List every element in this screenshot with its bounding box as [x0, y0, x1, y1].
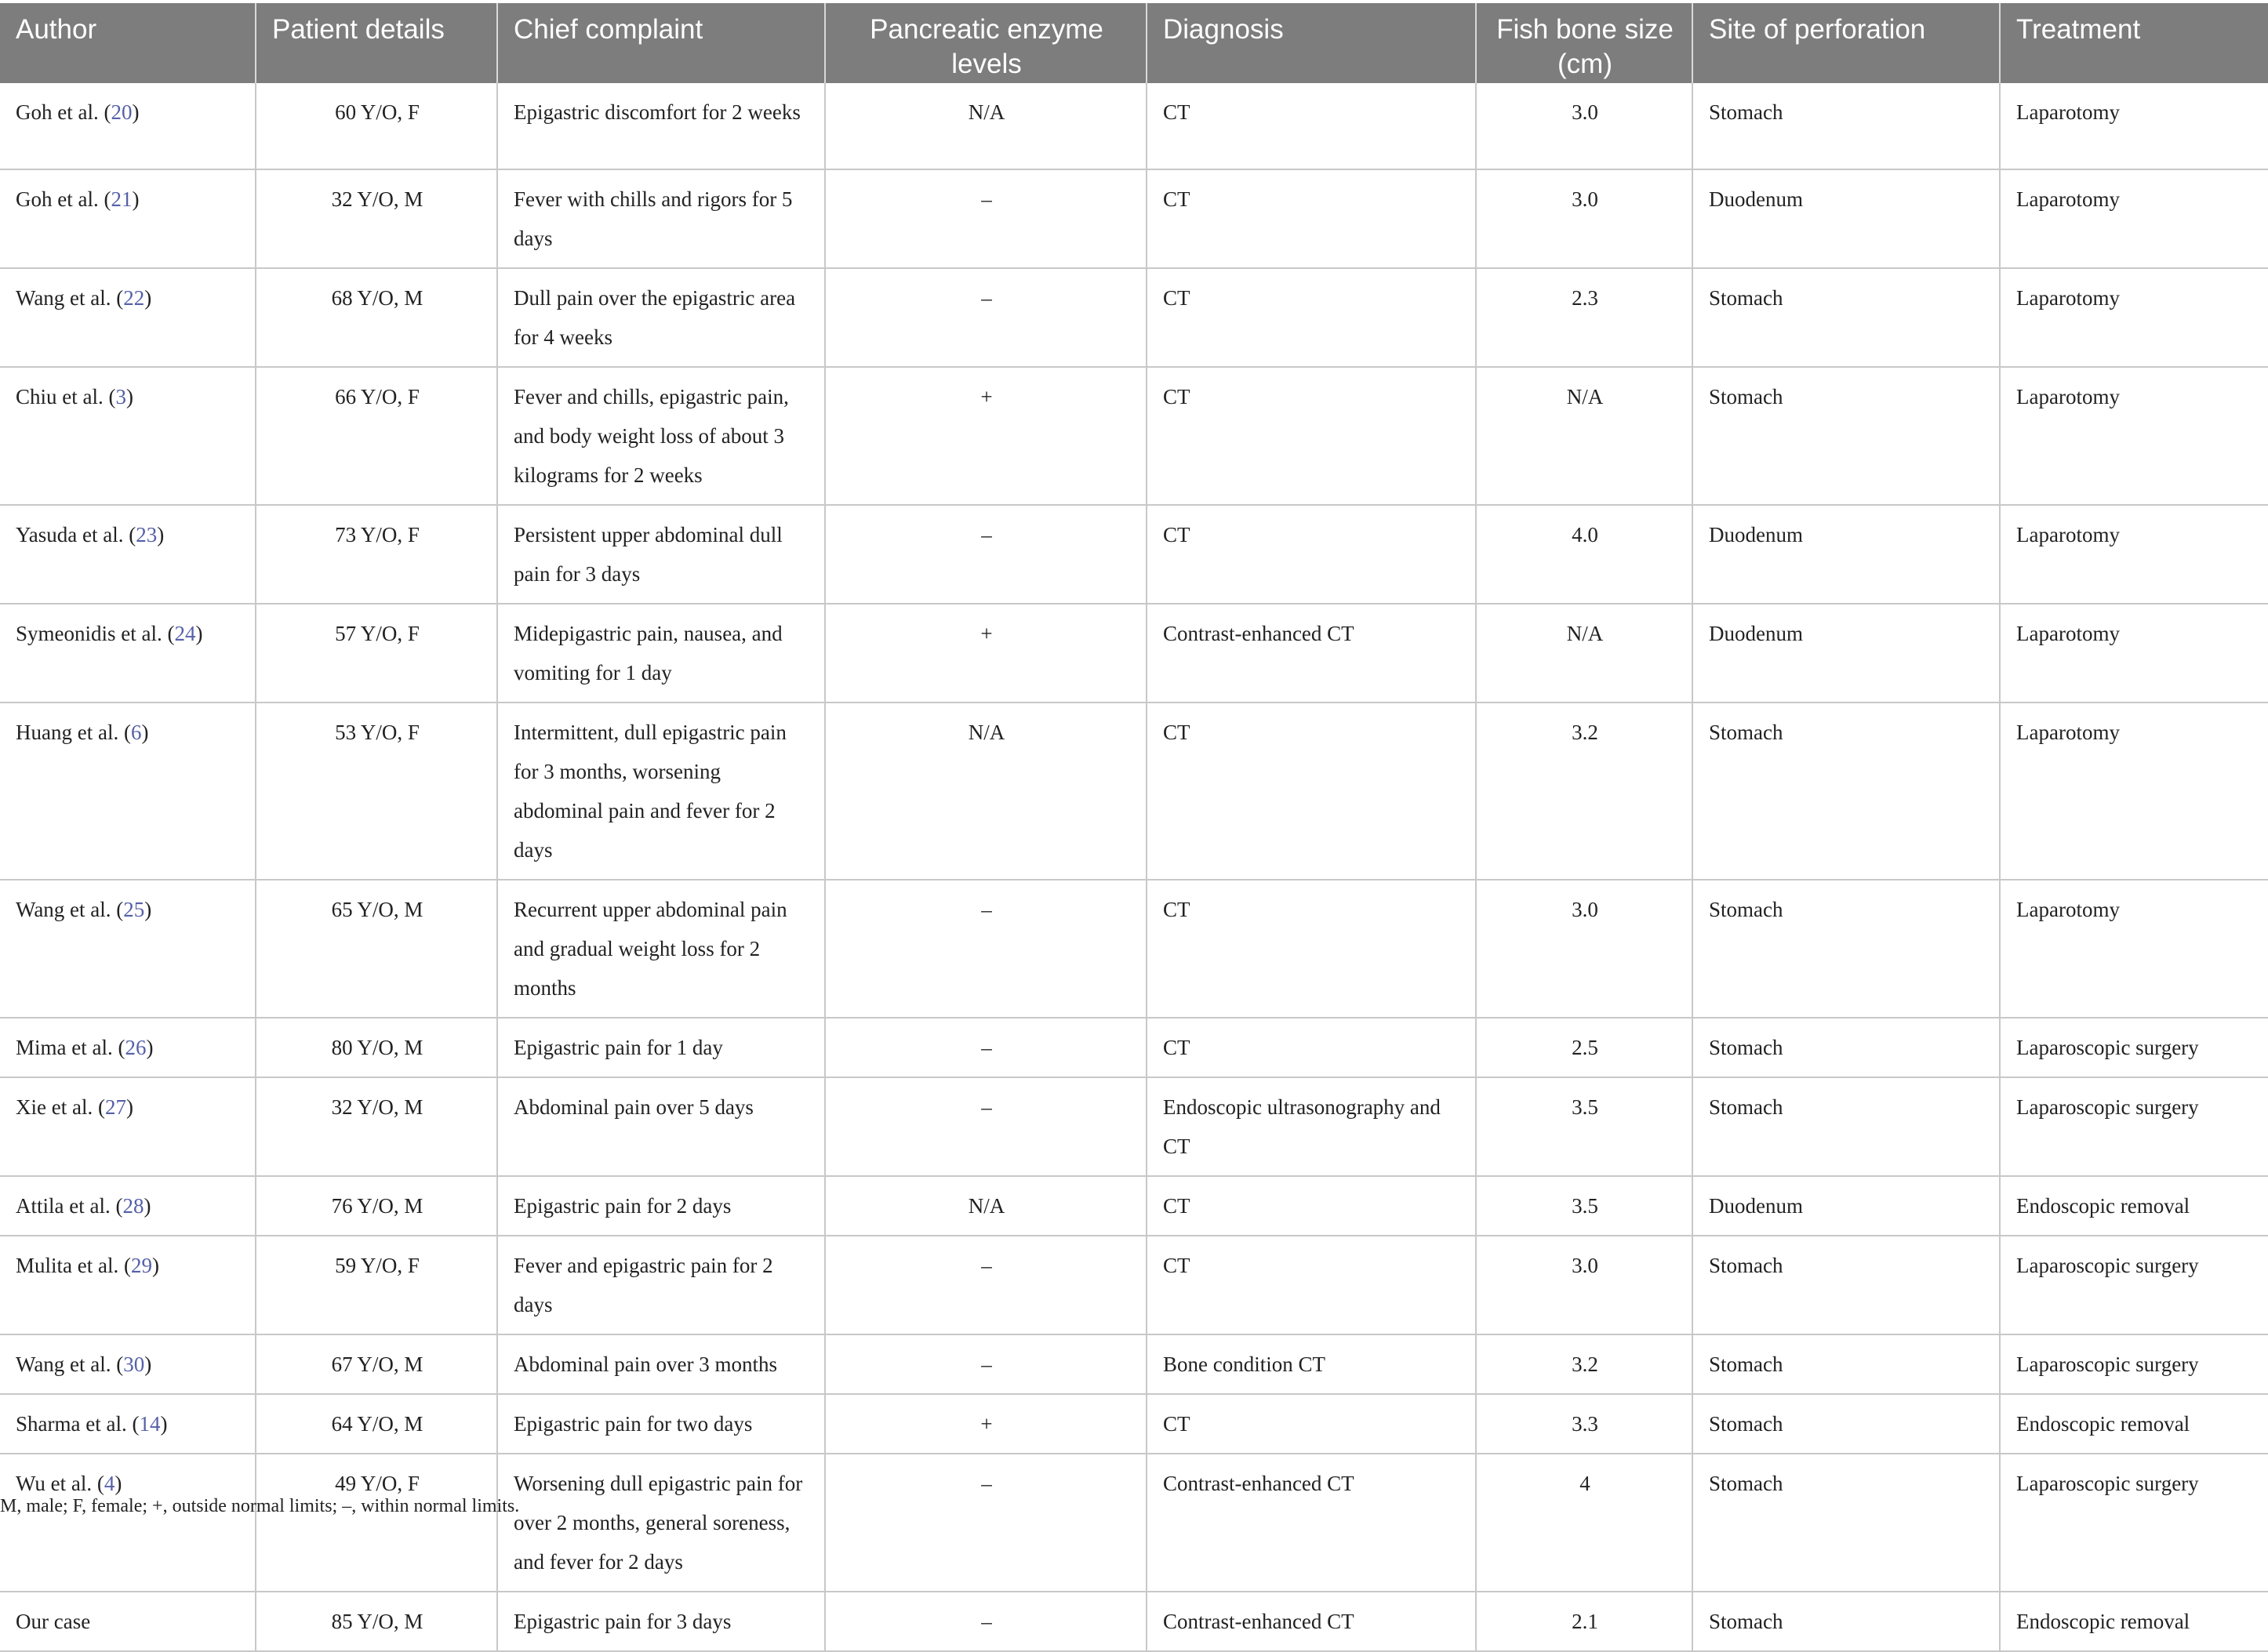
cell-author — [0, 1077, 256, 1176]
cell-fish-bone-size: N/A — [1476, 367, 1692, 505]
cell-treatment: Laparotomy — [2000, 169, 2268, 268]
cell-site-of-perforation: Duodenum — [1692, 1176, 2000, 1236]
author-name: Mulita et al. ( — [16, 1254, 131, 1277]
cell-patient-details: 76 Y/O, M — [256, 1176, 497, 1236]
author-name: Xie et al. ( — [16, 1095, 105, 1119]
cell-site-of-perforation: Stomach — [1692, 268, 2000, 367]
author-name: Yasuda et al. ( — [16, 523, 136, 546]
cell-treatment: Laparoscopic surgery — [2000, 1018, 2268, 1077]
author-name: Chiu et al. ( — [16, 385, 116, 408]
author-name: Mima et al. ( — [16, 1036, 125, 1059]
cell-patient-details: 32 Y/O, M — [256, 169, 497, 268]
table-row — [0, 703, 2268, 880]
cell-pancreatic-enzyme: – — [825, 505, 1147, 604]
cell-diagnosis: CT — [1147, 1018, 1476, 1077]
cell-pancreatic-enzyme: – — [825, 1077, 1147, 1176]
cell-diagnosis: Contrast-enhanced CT — [1147, 1454, 1476, 1592]
cell-pancreatic-enzyme: + — [825, 1394, 1147, 1454]
cell-chief-complaint: Midepigastric pain, nausea, and vomiting for 1 day — [497, 604, 825, 703]
reference-close: ) — [144, 898, 152, 921]
cell-treatment: Laparoscopic surgery — [2000, 1077, 2268, 1176]
reference-close: ) — [160, 1412, 168, 1436]
author-name: Symeonidis et al. ( — [16, 622, 175, 645]
cell-chief-complaint: Epigastric discomfort for 2 weeks — [497, 83, 825, 169]
cell-patient-details: 64 Y/O, M — [256, 1394, 497, 1454]
cell-diagnosis: CT — [1147, 880, 1476, 1018]
reference-close: ) — [132, 100, 140, 124]
reference-close: ) — [144, 1352, 152, 1376]
reference-close: ) — [157, 523, 165, 546]
cell-site-of-perforation: Stomach — [1692, 1018, 2000, 1077]
cell-patient-details: 53 Y/O, F — [256, 703, 497, 880]
cell-author — [0, 169, 256, 268]
cell-treatment: Laparotomy — [2000, 505, 2268, 604]
cell-diagnosis: CT — [1147, 268, 1476, 367]
reference-link[interactable]: 3 — [115, 385, 126, 408]
cell-fish-bone-size: 3.3 — [1476, 1394, 1692, 1454]
cell-diagnosis: Bone condition CT — [1147, 1334, 1476, 1394]
reference-link[interactable]: 4 — [104, 1472, 115, 1495]
table-row — [0, 169, 2268, 268]
cell-patient-details: 85 Y/O, M — [256, 1592, 497, 1651]
cell-fish-bone-size: 3.0 — [1476, 880, 1692, 1018]
table-row — [0, 604, 2268, 703]
cell-fish-bone-size: 4.0 — [1476, 505, 1692, 604]
cell-treatment: Laparotomy — [2000, 268, 2268, 367]
cell-pancreatic-enzyme: N/A — [825, 703, 1147, 880]
cell-site-of-perforation: Stomach — [1692, 1236, 2000, 1334]
cell-author — [0, 1592, 256, 1651]
table-row — [0, 268, 2268, 367]
cell-site-of-perforation: Stomach — [1692, 1077, 2000, 1176]
cell-pancreatic-enzyme: – — [825, 1334, 1147, 1394]
reference-close: ) — [146, 1036, 154, 1059]
reference-link[interactable]: 28 — [122, 1194, 144, 1218]
cell-patient-details: 59 Y/O, F — [256, 1236, 497, 1334]
cell-treatment: Laparoscopic surgery — [2000, 1334, 2268, 1394]
cell-diagnosis: CT — [1147, 505, 1476, 604]
table-row — [0, 1077, 2268, 1176]
cell-chief-complaint: Abdominal pain over 5 days — [497, 1077, 825, 1176]
reference-close: ) — [132, 187, 140, 211]
cell-diagnosis: CT — [1147, 169, 1476, 268]
author-name: Wang et al. ( — [16, 286, 124, 310]
cell-site-of-perforation: Stomach — [1692, 1592, 2000, 1651]
cell-site-of-perforation: Duodenum — [1692, 604, 2000, 703]
cell-author — [0, 83, 256, 169]
author-name: Attila et al. ( — [16, 1194, 123, 1218]
cell-pancreatic-enzyme: – — [825, 1454, 1147, 1592]
cell-diagnosis: CT — [1147, 83, 1476, 169]
cell-patient-details: 65 Y/O, M — [256, 880, 497, 1018]
header-chief-complaint: Chief complaint — [497, 3, 825, 83]
cell-author — [0, 1176, 256, 1236]
cell-fish-bone-size: 3.5 — [1476, 1176, 1692, 1236]
cell-author — [0, 1236, 256, 1334]
cell-author — [0, 1334, 256, 1394]
cell-pancreatic-enzyme: – — [825, 880, 1147, 1018]
table-row — [0, 83, 2268, 169]
table-row — [0, 505, 2268, 604]
reference-link[interactable]: 24 — [174, 622, 196, 645]
cell-pancreatic-enzyme: + — [825, 604, 1147, 703]
cell-chief-complaint: Epigastric pain for 3 days — [497, 1592, 825, 1651]
cell-site-of-perforation: Duodenum — [1692, 169, 2000, 268]
cell-site-of-perforation: Stomach — [1692, 1454, 2000, 1592]
table-row — [0, 367, 2268, 505]
reference-link[interactable]: 20 — [111, 100, 133, 124]
reference-close: ) — [125, 1095, 133, 1119]
reference-link[interactable]: 6 — [130, 721, 142, 744]
cell-diagnosis: CT — [1147, 1394, 1476, 1454]
cell-author — [0, 604, 256, 703]
table-row — [0, 1454, 2268, 1592]
cell-diagnosis: CT — [1147, 1176, 1476, 1236]
table-row — [0, 1334, 2268, 1394]
cell-treatment: Endoscopic removal — [2000, 1394, 2268, 1454]
reference-close: ) — [125, 385, 133, 408]
cell-chief-complaint: Abdominal pain over 3 months — [497, 1334, 825, 1394]
header-pancreatic-enzyme-levels: Pancreatic enzyme levels — [825, 3, 1147, 83]
cell-treatment: Laparotomy — [2000, 604, 2268, 703]
header-patient-details: Patient details — [256, 3, 497, 83]
author-name: Sharma et al. ( — [16, 1412, 140, 1436]
cell-pancreatic-enzyme: + — [825, 367, 1147, 505]
cell-treatment: Laparotomy — [2000, 367, 2268, 505]
cell-patient-details: 80 Y/O, M — [256, 1018, 497, 1077]
cell-author — [0, 1394, 256, 1454]
table-row — [0, 880, 2268, 1018]
cell-patient-details: 68 Y/O, M — [256, 268, 497, 367]
author-name: Goh et al. ( — [16, 187, 111, 211]
table-row — [0, 1236, 2268, 1334]
cell-diagnosis: CT — [1147, 703, 1476, 880]
cell-fish-bone-size: 3.5 — [1476, 1077, 1692, 1176]
reference-link[interactable]: 23 — [136, 523, 158, 546]
cell-site-of-perforation: Duodenum — [1692, 505, 2000, 604]
cell-site-of-perforation: Stomach — [1692, 703, 2000, 880]
cell-site-of-perforation: Stomach — [1692, 880, 2000, 1018]
cell-diagnosis: CT — [1147, 1236, 1476, 1334]
reference-link[interactable]: 27 — [104, 1095, 126, 1119]
cell-patient-details: 60 Y/O, F — [256, 83, 497, 169]
cell-patient-details: 66 Y/O, F — [256, 367, 497, 505]
cell-author — [0, 880, 256, 1018]
cell-patient-details: 49 Y/O, F — [256, 1454, 497, 1592]
cell-author — [0, 1454, 256, 1592]
cell-fish-bone-size: 3.0 — [1476, 83, 1692, 169]
cell-fish-bone-size: 3.2 — [1476, 703, 1692, 880]
cell-diagnosis: Contrast-enhanced CT — [1147, 604, 1476, 703]
author-name: Our case — [16, 1610, 91, 1633]
cell-site-of-perforation: Stomach — [1692, 1394, 2000, 1454]
cell-chief-complaint: Fever with chills and rigors for 5 days — [497, 169, 825, 268]
header-fish-bone-size: Fish bone size (cm) — [1476, 3, 1692, 83]
cell-site-of-perforation: Stomach — [1692, 83, 2000, 169]
cell-treatment: Endoscopic removal — [2000, 1592, 2268, 1651]
cell-pancreatic-enzyme: – — [825, 1018, 1147, 1077]
table-row — [0, 1176, 2268, 1236]
cell-pancreatic-enzyme: – — [825, 1236, 1147, 1334]
cell-chief-complaint: Worsening dull epigastric pain for over 2 months, general soreness, and fever for 2 days — [497, 1454, 825, 1592]
table-row — [0, 1394, 2268, 1454]
reference-link[interactable]: 26 — [125, 1036, 147, 1059]
cell-fish-bone-size: 3.2 — [1476, 1334, 1692, 1394]
cell-pancreatic-enzyme: – — [825, 1592, 1147, 1651]
reference-link[interactable]: 29 — [130, 1254, 152, 1277]
author-name: Wang et al. ( — [16, 1352, 124, 1376]
cell-chief-complaint: Fever and epigastric pain for 2 days — [497, 1236, 825, 1334]
cell-chief-complaint: Fever and chills, epigastric pain, and body weight loss of about 3 kilograms for 2 weeks — [497, 367, 825, 505]
cell-chief-complaint: Persistent upper abdominal dull pain for 3 days — [497, 505, 825, 604]
cell-site-of-perforation: Stomach — [1692, 367, 2000, 505]
cell-treatment: Laparoscopic surgery — [2000, 1236, 2268, 1334]
cell-chief-complaint: Epigastric pain for two days — [497, 1394, 825, 1454]
table-row — [0, 1018, 2268, 1077]
cell-chief-complaint: Epigastric pain for 2 days — [497, 1176, 825, 1236]
cell-patient-details: 57 Y/O, F — [256, 604, 497, 703]
author-name: Goh et al. ( — [16, 100, 111, 124]
cell-treatment: Laparoscopic surgery — [2000, 1454, 2268, 1592]
cell-fish-bone-size: 4 — [1476, 1454, 1692, 1592]
case-comparison-table — [0, 3, 2268, 1652]
header-treatment: Treatment — [2000, 3, 2268, 83]
cell-pancreatic-enzyme: – — [825, 169, 1147, 268]
cell-fish-bone-size: 2.3 — [1476, 268, 1692, 367]
cell-site-of-perforation: Stomach — [1692, 1334, 2000, 1394]
cell-pancreatic-enzyme: – — [825, 268, 1147, 367]
cell-pancreatic-enzyme: N/A — [825, 1176, 1147, 1236]
author-name: Wang et al. ( — [16, 898, 124, 921]
table-body — [0, 83, 2268, 1651]
cell-fish-bone-size: 3.0 — [1476, 169, 1692, 268]
cell-patient-details: 32 Y/O, M — [256, 1077, 497, 1176]
cell-fish-bone-size: 2.1 — [1476, 1592, 1692, 1651]
cell-author — [0, 703, 256, 880]
cell-fish-bone-size: N/A — [1476, 604, 1692, 703]
reference-close: ) — [141, 721, 149, 744]
cell-treatment: Endoscopic removal — [2000, 1176, 2268, 1236]
table-footnote: M, male; F, female; +, outside normal limits; –, within normal limits. — [0, 1496, 520, 1516]
cell-diagnosis: Contrast-enhanced CT — [1147, 1592, 1476, 1651]
cell-chief-complaint: Epigastric pain for 1 day — [497, 1018, 825, 1077]
reference-close: ) — [195, 622, 203, 645]
reference-close: ) — [144, 1194, 151, 1218]
cell-chief-complaint: Intermittent, dull epigastric pain for 3 months, worsening abdominal pain and fever for 2 days — [497, 703, 825, 880]
header-row — [0, 3, 2268, 83]
cell-diagnosis: Endoscopic ultrasonography and CT — [1147, 1077, 1476, 1176]
cell-fish-bone-size: 2.5 — [1476, 1018, 1692, 1077]
reference-link[interactable]: 22 — [123, 286, 145, 310]
cell-author — [0, 505, 256, 604]
cell-diagnosis: CT — [1147, 367, 1476, 505]
cell-author — [0, 268, 256, 367]
reference-link[interactable]: 14 — [139, 1412, 161, 1436]
cell-treatment: Laparotomy — [2000, 83, 2268, 169]
author-name: Wu et al. ( — [16, 1472, 104, 1495]
cell-fish-bone-size: 3.0 — [1476, 1236, 1692, 1334]
cell-patient-details: 73 Y/O, F — [256, 505, 497, 604]
cell-chief-complaint: Recurrent upper abdominal pain and gradual weight loss for 2 months — [497, 880, 825, 1018]
cell-author — [0, 1018, 256, 1077]
reference-close: ) — [144, 286, 152, 310]
header-site-of-perforation: Site of perforation — [1692, 3, 2000, 83]
reference-close: ) — [114, 1472, 122, 1495]
cell-treatment: Laparotomy — [2000, 880, 2268, 1018]
cell-pancreatic-enzyme: N/A — [825, 83, 1147, 169]
reference-link[interactable]: 30 — [123, 1352, 145, 1376]
cell-patient-details: 67 Y/O, M — [256, 1334, 497, 1394]
cell-author — [0, 367, 256, 505]
header-author: Author — [0, 3, 256, 83]
cell-chief-complaint: Dull pain over the epigastric area for 4 weeks — [497, 268, 825, 367]
table-row — [0, 1592, 2268, 1651]
author-name: Huang et al. ( — [16, 721, 131, 744]
reference-close: ) — [151, 1254, 159, 1277]
cell-treatment: Laparotomy — [2000, 703, 2268, 880]
reference-link[interactable]: 25 — [123, 898, 145, 921]
reference-link[interactable]: 21 — [111, 187, 133, 211]
header-diagnosis: Diagnosis — [1147, 3, 1476, 83]
